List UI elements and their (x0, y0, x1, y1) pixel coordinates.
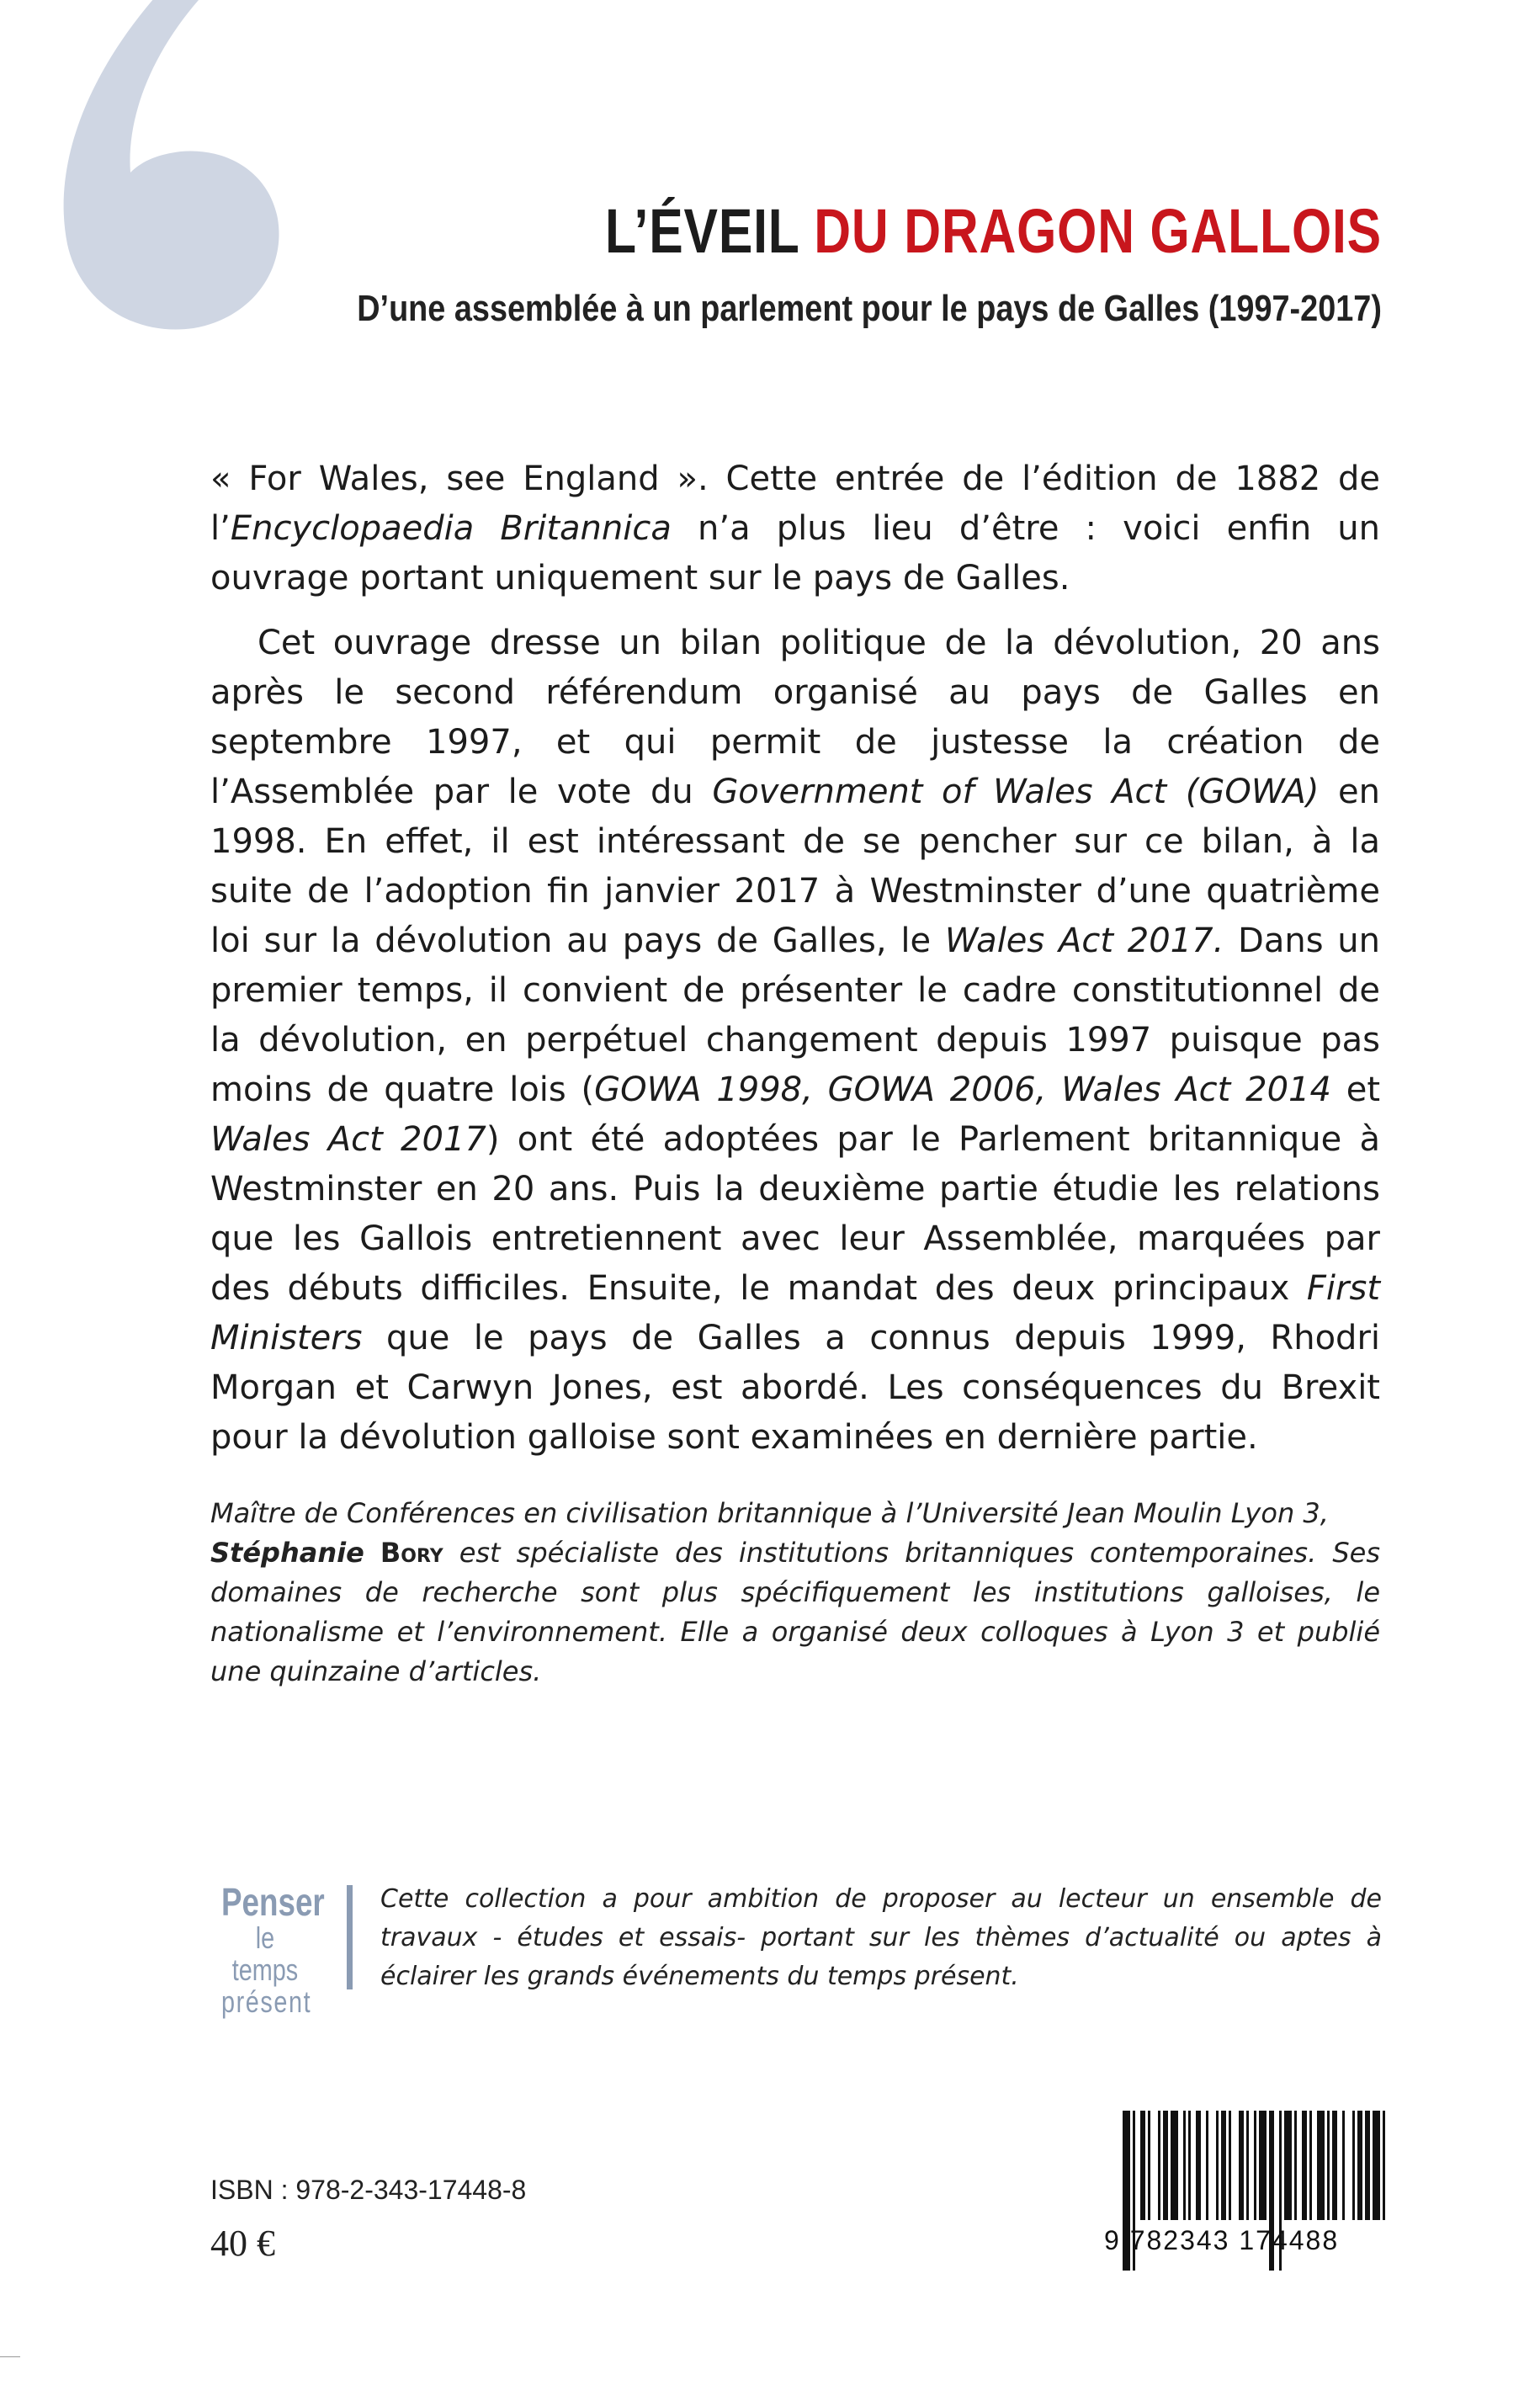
summary-text (210, 454, 1380, 1463)
summary-paragraph-2: Cet ouvrage dresse un bilan politique de la dévolution, 20 ans après le second référendum organisé au pays de Galles en septembre 1997, et qui permit de justesse la création de l’Assemblée par le vote du Government of Wales Act (GOWA) en 1998. En effet, il est intéressant de se pencher sur ce bilan, à la suite de l’adoption fin janvier 2017 à Westminster d’une quatrième loi sur la dévolution au pays de Galles, le Wales Act 2017. Dans un premier temps, il convient de présenter le cadre constitutionnel de la dévolution, en perpétuel changement depuis 1997 puisque pas moins de quatre lois (GOWA 1998, GOWA 2006, Wales Act 2014 et Wales Act 2017) ont été adoptées par le Parlement britannique à Westminster en 20 ans. Puis la deuxième partie étudie les relations que les Gallois entretiennent avec leur Assemblée, marquées par des débuts difficiles. Ensuite, le mandat des deux principaux First Ministers que le pays de Galles a connus depuis 1999, Rhodri Morgan et Carwyn Jones, est abordé. Les conséquences du Brexit pour la dévolution galloise sont examinées en dernière partie. (210, 624, 1381, 1457)
isbn: ISBN : 978-2-343-17448-8 (210, 2175, 527, 2205)
title-part-1: L’ÉVEIL (605, 196, 799, 266)
author-first-name: Stéphanie (210, 1537, 364, 1569)
barcode-bar (1309, 2111, 1312, 2220)
barcode-bar (1342, 2111, 1345, 2220)
barcode-bar (1365, 2111, 1370, 2220)
summary-paragraph-1: « For Wales, see England ». Cette entrée de l’édition de 1882 de l’Encyclopaedia Britannica n’a plus lieu d’être : voici enfin un ouvrage portant uniquement sur le pays de Galles. (210, 459, 1380, 598)
author-last-name: Bory (380, 1537, 443, 1569)
barcode-bar (1284, 2111, 1292, 2220)
collection-logo-line-3: présent (221, 1984, 312, 2019)
collection-logo (210, 1880, 325, 2019)
barcode-bar (1294, 2111, 1297, 2220)
price: 40 € (210, 2223, 275, 2264)
barcode-bar (1148, 2111, 1150, 2220)
barcode-bar (1246, 2111, 1249, 2220)
barcode-bar (1183, 2111, 1186, 2220)
barcode-bar (1254, 2111, 1256, 2220)
barcode-bar (1216, 2111, 1219, 2220)
barcode-bar (1229, 2111, 1231, 2220)
book-subtitle: D’une assemblée à un parlement pour le pays de Galles (1997-2017) (357, 288, 1382, 329)
book-title (405, 196, 1382, 266)
barcode-bar (1171, 2111, 1178, 2220)
barcode-bar (1196, 2111, 1201, 2220)
barcode-bar (1302, 2111, 1307, 2220)
barcode-bar (1352, 2111, 1355, 2220)
barcode-bar (1158, 2111, 1160, 2220)
author-bio (210, 1494, 1380, 1692)
crop-mark (0, 2356, 20, 2357)
barcode-bar (1221, 2111, 1226, 2220)
barcode-bar (1332, 2111, 1337, 2220)
author-intro: Maître de Conférences en civilisation britannique à l’Université Jean Moulin Lyon 3, (210, 1497, 1329, 1529)
barcode-bar (1317, 2111, 1325, 2220)
title-block (190, 196, 1382, 330)
collection-logo-line-1: Penser (221, 1880, 325, 1924)
barcode-bar (1383, 2111, 1385, 2220)
barcode-bar (1163, 2111, 1168, 2220)
collection-description: Cette collection a pour ambition de proposer au lecteur un ensemble de travaux - études et essais- portant sur les thèmes d’actualité ou aptes à éclairer les grands événements du temps présent. (380, 1884, 1382, 1991)
barcode-bar (1239, 2111, 1244, 2220)
collection-divider (347, 1885, 353, 1989)
barcode-bar (1327, 2111, 1330, 2220)
barcode-bar (1140, 2111, 1145, 2220)
title-part-2: DU DRAGON GALLOIS (814, 196, 1382, 266)
barcode-bar (1206, 2111, 1208, 2220)
barcode-digits: 9 782343 174488 (1104, 2225, 1340, 2255)
barcode-bar (1188, 2111, 1191, 2220)
barcode-bar (1357, 2111, 1362, 2220)
author-bio-text: est spécialiste des institutions britanniques contemporaines. Ses domaines de recherche sont plus spécifiquement les institutions galloises, le nationalisme et l’environnement. Elle a organisé deux colloques à Lyon 3 et publié une quinzaine d’articles. (210, 1537, 1381, 1687)
barcode-bar (1259, 2111, 1267, 2220)
collection-logo-line-2: le temps (231, 1920, 299, 1988)
barcode-bar (1373, 2111, 1380, 2220)
